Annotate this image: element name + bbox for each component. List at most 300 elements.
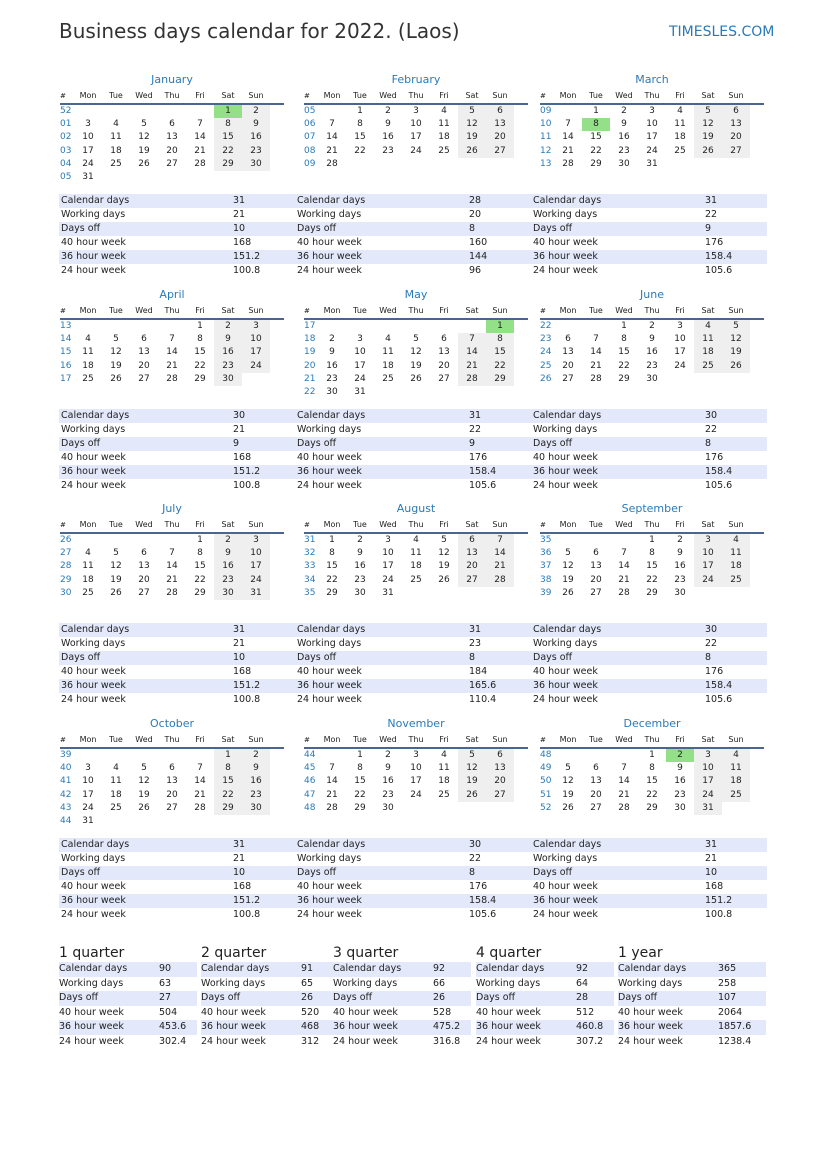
day-cell[interactable]: 19 bbox=[562, 574, 574, 585]
day-cell[interactable]: 29 bbox=[590, 158, 602, 169]
day-cell[interactable]: 12 bbox=[562, 776, 574, 787]
day-cell[interactable]: 26 bbox=[458, 145, 486, 158]
day-cell[interactable]: 20 bbox=[138, 360, 150, 371]
day-cell[interactable]: 9 bbox=[621, 119, 627, 130]
day-cell[interactable]: 12 bbox=[458, 118, 486, 131]
day-cell[interactable]: 26 bbox=[562, 587, 574, 598]
day-cell[interactable]: 28 bbox=[618, 802, 630, 813]
day-cell[interactable]: 2 bbox=[649, 321, 655, 331]
day-cell[interactable]: 29 bbox=[354, 802, 366, 813]
day-cell[interactable]: 2 bbox=[214, 534, 242, 547]
day-cell[interactable]: 16 bbox=[674, 776, 686, 787]
day-cell[interactable]: 18 bbox=[110, 145, 122, 156]
day-cell[interactable]: 11 bbox=[110, 132, 122, 143]
day-cell[interactable]: 23 bbox=[646, 360, 658, 371]
day-cell[interactable]: 1 bbox=[197, 535, 203, 545]
day-cell[interactable]: 7 bbox=[593, 334, 599, 345]
day-cell[interactable]: 10 bbox=[354, 347, 366, 358]
day-cell[interactable]: 25 bbox=[722, 574, 750, 587]
day-cell[interactable]: 27 bbox=[166, 158, 178, 169]
day-cell[interactable]: 16 bbox=[674, 561, 686, 572]
day-cell[interactable]: 8 bbox=[649, 548, 655, 559]
day-cell[interactable]: 26 bbox=[562, 802, 574, 813]
day-cell[interactable]: 19 bbox=[722, 346, 750, 359]
day-cell[interactable]: 20 bbox=[722, 131, 750, 144]
holiday-cell[interactable]: 8 bbox=[582, 118, 610, 131]
day-cell[interactable]: 24 bbox=[410, 789, 422, 800]
holiday-cell[interactable]: 2 bbox=[666, 749, 694, 762]
day-cell[interactable]: 8 bbox=[486, 333, 514, 346]
day-cell[interactable]: 27 bbox=[458, 574, 486, 587]
day-cell[interactable]: 11 bbox=[410, 548, 422, 559]
day-cell[interactable]: 10 bbox=[410, 763, 422, 774]
day-cell[interactable]: 30 bbox=[354, 587, 366, 598]
day-cell[interactable]: 5 bbox=[441, 535, 447, 545]
day-cell[interactable]: 10 bbox=[242, 333, 270, 346]
day-cell[interactable]: 25 bbox=[694, 360, 722, 373]
day-cell[interactable]: 6 bbox=[169, 119, 175, 130]
day-cell[interactable]: 17 bbox=[694, 560, 722, 573]
day-cell[interactable]: 24 bbox=[242, 360, 270, 373]
day-cell[interactable]: 30 bbox=[214, 587, 242, 600]
day-cell[interactable]: 28 bbox=[166, 373, 178, 384]
day-cell[interactable]: 14 bbox=[166, 561, 178, 572]
day-cell[interactable]: 13 bbox=[166, 776, 178, 787]
day-cell[interactable]: 4 bbox=[113, 763, 119, 774]
day-cell[interactable]: 8 bbox=[649, 763, 655, 774]
day-cell[interactable]: 8 bbox=[214, 762, 242, 775]
day-cell[interactable]: 14 bbox=[326, 132, 338, 143]
day-cell[interactable]: 19 bbox=[110, 360, 122, 371]
day-cell[interactable]: 15 bbox=[646, 561, 658, 572]
day-cell[interactable]: 13 bbox=[562, 347, 574, 358]
day-cell[interactable]: 16 bbox=[326, 360, 338, 371]
day-cell[interactable]: 17 bbox=[242, 346, 270, 359]
day-cell[interactable]: 1 bbox=[649, 750, 655, 760]
day-cell[interactable]: 6 bbox=[141, 548, 147, 559]
day-cell[interactable]: 5 bbox=[141, 119, 147, 130]
day-cell[interactable]: 29 bbox=[194, 587, 206, 598]
day-cell[interactable]: 28 bbox=[486, 574, 514, 587]
day-cell[interactable]: 26 bbox=[694, 145, 722, 158]
day-cell[interactable]: 12 bbox=[138, 132, 150, 143]
day-cell[interactable]: 23 bbox=[242, 145, 270, 158]
day-cell[interactable]: 2 bbox=[329, 334, 335, 345]
day-cell[interactable]: 30 bbox=[674, 587, 686, 598]
day-cell[interactable]: 24 bbox=[646, 145, 658, 156]
day-cell[interactable]: 12 bbox=[722, 333, 750, 346]
day-cell[interactable]: 31 bbox=[382, 587, 394, 598]
day-cell[interactable]: 4 bbox=[113, 119, 119, 130]
day-cell[interactable]: 15 bbox=[486, 346, 514, 359]
day-cell[interactable]: 29 bbox=[326, 587, 338, 598]
day-cell[interactable]: 21 bbox=[486, 560, 514, 573]
day-cell[interactable]: 25 bbox=[110, 158, 122, 169]
day-cell[interactable]: 28 bbox=[618, 587, 630, 598]
day-cell[interactable]: 15 bbox=[194, 561, 206, 572]
day-cell[interactable]: 15 bbox=[354, 132, 366, 143]
day-cell[interactable]: 10 bbox=[382, 548, 394, 559]
day-cell[interactable]: 12 bbox=[438, 548, 450, 559]
day-cell[interactable]: 24 bbox=[694, 789, 722, 802]
day-cell[interactable]: 25 bbox=[674, 145, 686, 156]
day-cell[interactable]: 11 bbox=[438, 119, 450, 130]
day-cell[interactable]: 9 bbox=[385, 763, 391, 774]
day-cell[interactable]: 14 bbox=[194, 776, 206, 787]
day-cell[interactable]: 6 bbox=[565, 334, 571, 345]
day-cell[interactable]: 31 bbox=[646, 158, 658, 169]
day-cell[interactable]: 3 bbox=[677, 321, 683, 331]
day-cell[interactable]: 17 bbox=[694, 775, 722, 788]
day-cell[interactable]: 30 bbox=[214, 373, 242, 386]
day-cell[interactable]: 11 bbox=[722, 547, 750, 560]
day-cell[interactable]: 17 bbox=[674, 347, 686, 358]
day-cell[interactable]: 9 bbox=[649, 334, 655, 345]
day-cell[interactable]: 18 bbox=[82, 360, 94, 371]
day-cell[interactable]: 15 bbox=[646, 776, 658, 787]
day-cell[interactable]: 17 bbox=[410, 776, 422, 787]
day-cell[interactable]: 12 bbox=[694, 118, 722, 131]
day-cell[interactable]: 5 bbox=[113, 548, 119, 559]
day-cell[interactable]: 25 bbox=[82, 373, 94, 384]
day-cell[interactable]: 4 bbox=[413, 535, 419, 545]
day-cell[interactable]: 9 bbox=[677, 548, 683, 559]
day-cell[interactable]: 10 bbox=[82, 132, 94, 143]
day-cell[interactable]: 24 bbox=[674, 360, 686, 371]
day-cell[interactable]: 28 bbox=[326, 158, 338, 169]
day-cell[interactable]: 4 bbox=[441, 106, 447, 116]
day-cell[interactable]: 22 bbox=[214, 145, 242, 158]
day-cell[interactable]: 14 bbox=[562, 132, 574, 143]
day-cell[interactable]: 25 bbox=[382, 373, 394, 384]
day-cell[interactable]: 28 bbox=[194, 802, 206, 813]
day-cell[interactable]: 16 bbox=[214, 560, 242, 573]
day-cell[interactable]: 12 bbox=[110, 347, 122, 358]
day-cell[interactable]: 29 bbox=[646, 802, 658, 813]
day-cell[interactable]: 5 bbox=[113, 334, 119, 345]
day-cell[interactable]: 7 bbox=[329, 119, 335, 130]
day-cell[interactable]: 6 bbox=[486, 105, 514, 118]
day-cell[interactable]: 7 bbox=[621, 548, 627, 559]
day-cell[interactable]: 25 bbox=[438, 789, 450, 800]
day-cell[interactable]: 7 bbox=[169, 548, 175, 559]
day-cell[interactable]: 3 bbox=[242, 534, 270, 547]
day-cell[interactable]: 1 bbox=[329, 535, 335, 545]
day-cell[interactable]: 16 bbox=[618, 132, 630, 143]
day-cell[interactable]: 16 bbox=[214, 346, 242, 359]
day-cell[interactable]: 1 bbox=[621, 321, 627, 331]
day-cell[interactable]: 9 bbox=[242, 118, 270, 131]
day-cell[interactable]: 17 bbox=[354, 360, 366, 371]
day-cell[interactable]: 8 bbox=[197, 334, 203, 345]
day-cell[interactable]: 31 bbox=[82, 171, 94, 182]
day-cell[interactable]: 6 bbox=[486, 749, 514, 762]
day-cell[interactable]: 11 bbox=[82, 347, 94, 358]
day-cell[interactable]: 22 bbox=[194, 574, 206, 585]
holiday-cell[interactable]: 1 bbox=[486, 320, 514, 333]
day-cell[interactable]: 7 bbox=[458, 333, 486, 346]
day-cell[interactable]: 15 bbox=[326, 561, 338, 572]
day-cell[interactable]: 6 bbox=[441, 334, 447, 345]
day-cell[interactable]: 21 bbox=[326, 145, 338, 156]
day-cell[interactable]: 29 bbox=[486, 373, 514, 386]
day-cell[interactable]: 4 bbox=[722, 534, 750, 547]
day-cell[interactable]: 19 bbox=[562, 789, 574, 800]
day-cell[interactable]: 3 bbox=[649, 106, 655, 116]
day-cell[interactable]: 11 bbox=[382, 347, 394, 358]
day-cell[interactable]: 5 bbox=[413, 334, 419, 345]
day-cell[interactable]: 24 bbox=[382, 574, 394, 585]
day-cell[interactable]: 10 bbox=[674, 334, 686, 345]
day-cell[interactable]: 13 bbox=[590, 561, 602, 572]
day-cell[interactable]: 27 bbox=[722, 145, 750, 158]
day-cell[interactable]: 10 bbox=[694, 547, 722, 560]
day-cell[interactable]: 6 bbox=[169, 763, 175, 774]
day-cell[interactable]: 3 bbox=[413, 750, 419, 760]
day-cell[interactable]: 3 bbox=[694, 534, 722, 547]
day-cell[interactable]: 25 bbox=[410, 574, 422, 585]
day-cell[interactable]: 23 bbox=[242, 789, 270, 802]
day-cell[interactable]: 15 bbox=[354, 776, 366, 787]
day-cell[interactable]: 8 bbox=[329, 548, 335, 559]
day-cell[interactable]: 16 bbox=[382, 132, 394, 143]
day-cell[interactable]: 4 bbox=[694, 320, 722, 333]
day-cell[interactable]: 14 bbox=[590, 347, 602, 358]
day-cell[interactable]: 1 bbox=[593, 106, 599, 116]
day-cell[interactable]: 10 bbox=[646, 119, 658, 130]
day-cell[interactable]: 2 bbox=[621, 106, 627, 116]
day-cell[interactable]: 30 bbox=[242, 158, 270, 171]
day-cell[interactable]: 11 bbox=[110, 776, 122, 787]
day-cell[interactable]: 14 bbox=[194, 132, 206, 143]
holiday-cell[interactable]: 1 bbox=[214, 105, 242, 118]
day-cell[interactable]: 26 bbox=[138, 158, 150, 169]
day-cell[interactable]: 12 bbox=[138, 776, 150, 787]
day-cell[interactable]: 10 bbox=[694, 762, 722, 775]
day-cell[interactable]: 31 bbox=[354, 386, 366, 397]
day-cell[interactable]: 28 bbox=[458, 373, 486, 386]
day-cell[interactable]: 27 bbox=[562, 373, 574, 384]
day-cell[interactable]: 18 bbox=[438, 776, 450, 787]
day-cell[interactable]: 2 bbox=[242, 105, 270, 118]
day-cell[interactable]: 15 bbox=[214, 775, 242, 788]
day-cell[interactable]: 27 bbox=[590, 802, 602, 813]
day-cell[interactable]: 7 bbox=[169, 334, 175, 345]
day-cell[interactable]: 18 bbox=[722, 775, 750, 788]
day-cell[interactable]: 2 bbox=[677, 535, 683, 545]
day-cell[interactable]: 22 bbox=[194, 360, 206, 371]
day-cell[interactable]: 24 bbox=[354, 373, 366, 384]
day-cell[interactable]: 5 bbox=[722, 320, 750, 333]
day-cell[interactable]: 24 bbox=[694, 574, 722, 587]
day-cell[interactable]: 24 bbox=[82, 158, 94, 169]
day-cell[interactable]: 13 bbox=[438, 347, 450, 358]
day-cell[interactable]: 11 bbox=[438, 763, 450, 774]
day-cell[interactable]: 9 bbox=[214, 547, 242, 560]
day-cell[interactable]: 3 bbox=[85, 119, 91, 130]
day-cell[interactable]: 14 bbox=[618, 776, 630, 787]
day-cell[interactable]: 13 bbox=[486, 118, 514, 131]
day-cell[interactable]: 7 bbox=[565, 119, 571, 130]
day-cell[interactable]: 28 bbox=[562, 158, 574, 169]
day-cell[interactable]: 16 bbox=[242, 775, 270, 788]
day-cell[interactable]: 11 bbox=[82, 561, 94, 572]
day-cell[interactable]: 8 bbox=[357, 763, 363, 774]
day-cell[interactable]: 15 bbox=[194, 347, 206, 358]
day-cell[interactable]: 7 bbox=[621, 763, 627, 774]
day-cell[interactable]: 11 bbox=[722, 762, 750, 775]
day-cell[interactable]: 24 bbox=[410, 145, 422, 156]
day-cell[interactable]: 15 bbox=[618, 347, 630, 358]
day-cell[interactable]: 21 bbox=[458, 360, 486, 373]
day-cell[interactable]: 21 bbox=[590, 360, 602, 371]
day-cell[interactable]: 2 bbox=[242, 749, 270, 762]
day-cell[interactable]: 26 bbox=[438, 574, 450, 585]
day-cell[interactable]: 22 bbox=[590, 145, 602, 156]
day-cell[interactable]: 1 bbox=[649, 535, 655, 545]
day-cell[interactable]: 27 bbox=[138, 587, 150, 598]
site-link[interactable]: TIMESLES.COM bbox=[669, 24, 775, 40]
day-cell[interactable]: 19 bbox=[110, 574, 122, 585]
day-cell[interactable]: 28 bbox=[194, 158, 206, 169]
day-cell[interactable]: 20 bbox=[486, 131, 514, 144]
day-cell[interactable]: 14 bbox=[458, 346, 486, 359]
day-cell[interactable]: 13 bbox=[458, 547, 486, 560]
day-cell[interactable]: 24 bbox=[242, 574, 270, 587]
day-cell[interactable]: 21 bbox=[194, 145, 206, 156]
day-cell[interactable]: 21 bbox=[166, 360, 178, 371]
day-cell[interactable]: 3 bbox=[413, 106, 419, 116]
day-cell[interactable]: 13 bbox=[590, 776, 602, 787]
day-cell[interactable]: 2 bbox=[357, 535, 363, 545]
day-cell[interactable]: 23 bbox=[382, 145, 394, 156]
day-cell[interactable]: 3 bbox=[694, 749, 722, 762]
day-cell[interactable]: 5 bbox=[565, 763, 571, 774]
day-cell[interactable]: 3 bbox=[242, 320, 270, 333]
day-cell[interactable]: 2 bbox=[385, 106, 391, 116]
day-cell[interactable]: 16 bbox=[242, 131, 270, 144]
day-cell[interactable]: 23 bbox=[674, 789, 686, 800]
day-cell[interactable]: 20 bbox=[486, 775, 514, 788]
day-cell[interactable]: 9 bbox=[214, 333, 242, 346]
day-cell[interactable]: 1 bbox=[357, 750, 363, 760]
day-cell[interactable]: 17 bbox=[410, 132, 422, 143]
day-cell[interactable]: 21 bbox=[618, 574, 630, 585]
day-cell[interactable]: 27 bbox=[166, 802, 178, 813]
day-cell[interactable]: 23 bbox=[382, 789, 394, 800]
day-cell[interactable]: 16 bbox=[354, 561, 366, 572]
day-cell[interactable]: 1 bbox=[357, 106, 363, 116]
day-cell[interactable]: 23 bbox=[618, 145, 630, 156]
day-cell[interactable]: 8 bbox=[214, 118, 242, 131]
day-cell[interactable]: 29 bbox=[618, 373, 630, 384]
day-cell[interactable]: 22 bbox=[214, 789, 242, 802]
day-cell[interactable]: 20 bbox=[590, 789, 602, 800]
day-cell[interactable]: 7 bbox=[486, 534, 514, 547]
day-cell[interactable]: 25 bbox=[82, 587, 94, 598]
day-cell[interactable]: 21 bbox=[326, 789, 338, 800]
day-cell[interactable]: 12 bbox=[458, 762, 486, 775]
day-cell[interactable]: 14 bbox=[326, 776, 338, 787]
day-cell[interactable]: 22 bbox=[646, 574, 658, 585]
day-cell[interactable]: 15 bbox=[214, 131, 242, 144]
day-cell[interactable]: 17 bbox=[82, 145, 94, 156]
day-cell[interactable]: 20 bbox=[438, 360, 450, 371]
day-cell[interactable]: 21 bbox=[194, 789, 206, 800]
day-cell[interactable]: 1 bbox=[197, 321, 203, 331]
day-cell[interactable]: 30 bbox=[618, 158, 630, 169]
day-cell[interactable]: 23 bbox=[674, 574, 686, 585]
day-cell[interactable]: 3 bbox=[357, 334, 363, 345]
day-cell[interactable]: 28 bbox=[326, 802, 338, 813]
day-cell[interactable]: 3 bbox=[85, 763, 91, 774]
day-cell[interactable]: 4 bbox=[677, 106, 683, 116]
day-cell[interactable]: 31 bbox=[242, 587, 270, 600]
day-cell[interactable]: 5 bbox=[565, 548, 571, 559]
day-cell[interactable]: 26 bbox=[458, 789, 486, 802]
day-cell[interactable]: 4 bbox=[441, 750, 447, 760]
day-cell[interactable]: 13 bbox=[486, 762, 514, 775]
day-cell[interactable]: 6 bbox=[722, 105, 750, 118]
day-cell[interactable]: 22 bbox=[354, 145, 366, 156]
day-cell[interactable]: 28 bbox=[590, 373, 602, 384]
day-cell[interactable]: 10 bbox=[410, 119, 422, 130]
day-cell[interactable]: 3 bbox=[385, 535, 391, 545]
day-cell[interactable]: 11 bbox=[674, 119, 686, 130]
day-cell[interactable]: 18 bbox=[110, 789, 122, 800]
day-cell[interactable]: 12 bbox=[110, 561, 122, 572]
day-cell[interactable]: 13 bbox=[166, 132, 178, 143]
day-cell[interactable]: 6 bbox=[593, 763, 599, 774]
day-cell[interactable]: 21 bbox=[618, 789, 630, 800]
day-cell[interactable]: 22 bbox=[326, 574, 338, 585]
day-cell[interactable]: 13 bbox=[138, 561, 150, 572]
day-cell[interactable]: 17 bbox=[242, 560, 270, 573]
day-cell[interactable]: 30 bbox=[242, 802, 270, 815]
day-cell[interactable]: 13 bbox=[138, 347, 150, 358]
day-cell[interactable]: 11 bbox=[694, 333, 722, 346]
day-cell[interactable]: 23 bbox=[214, 360, 242, 373]
day-cell[interactable]: 19 bbox=[138, 789, 150, 800]
day-cell[interactable]: 14 bbox=[618, 561, 630, 572]
day-cell[interactable]: 9 bbox=[357, 548, 363, 559]
day-cell[interactable]: 20 bbox=[562, 360, 574, 371]
day-cell[interactable]: 9 bbox=[677, 763, 683, 774]
day-cell[interactable]: 19 bbox=[410, 360, 422, 371]
day-cell[interactable]: 18 bbox=[382, 360, 394, 371]
day-cell[interactable]: 22 bbox=[486, 360, 514, 373]
day-cell[interactable]: 9 bbox=[329, 347, 335, 358]
day-cell[interactable]: 5 bbox=[458, 749, 486, 762]
day-cell[interactable]: 27 bbox=[590, 587, 602, 598]
day-cell[interactable]: 8 bbox=[357, 119, 363, 130]
day-cell[interactable]: 6 bbox=[593, 548, 599, 559]
day-cell[interactable]: 26 bbox=[110, 373, 122, 384]
day-cell[interactable]: 5 bbox=[458, 105, 486, 118]
day-cell[interactable]: 2 bbox=[214, 320, 242, 333]
day-cell[interactable]: 10 bbox=[82, 776, 94, 787]
day-cell[interactable]: 19 bbox=[458, 131, 486, 144]
day-cell[interactable]: 18 bbox=[722, 560, 750, 573]
day-cell[interactable]: 25 bbox=[438, 145, 450, 156]
day-cell[interactable]: 6 bbox=[458, 534, 486, 547]
day-cell[interactable]: 26 bbox=[110, 587, 122, 598]
day-cell[interactable]: 18 bbox=[674, 132, 686, 143]
day-cell[interactable]: 4 bbox=[85, 548, 91, 559]
day-cell[interactable]: 22 bbox=[354, 789, 366, 800]
day-cell[interactable]: 5 bbox=[141, 763, 147, 774]
day-cell[interactable]: 25 bbox=[722, 789, 750, 802]
